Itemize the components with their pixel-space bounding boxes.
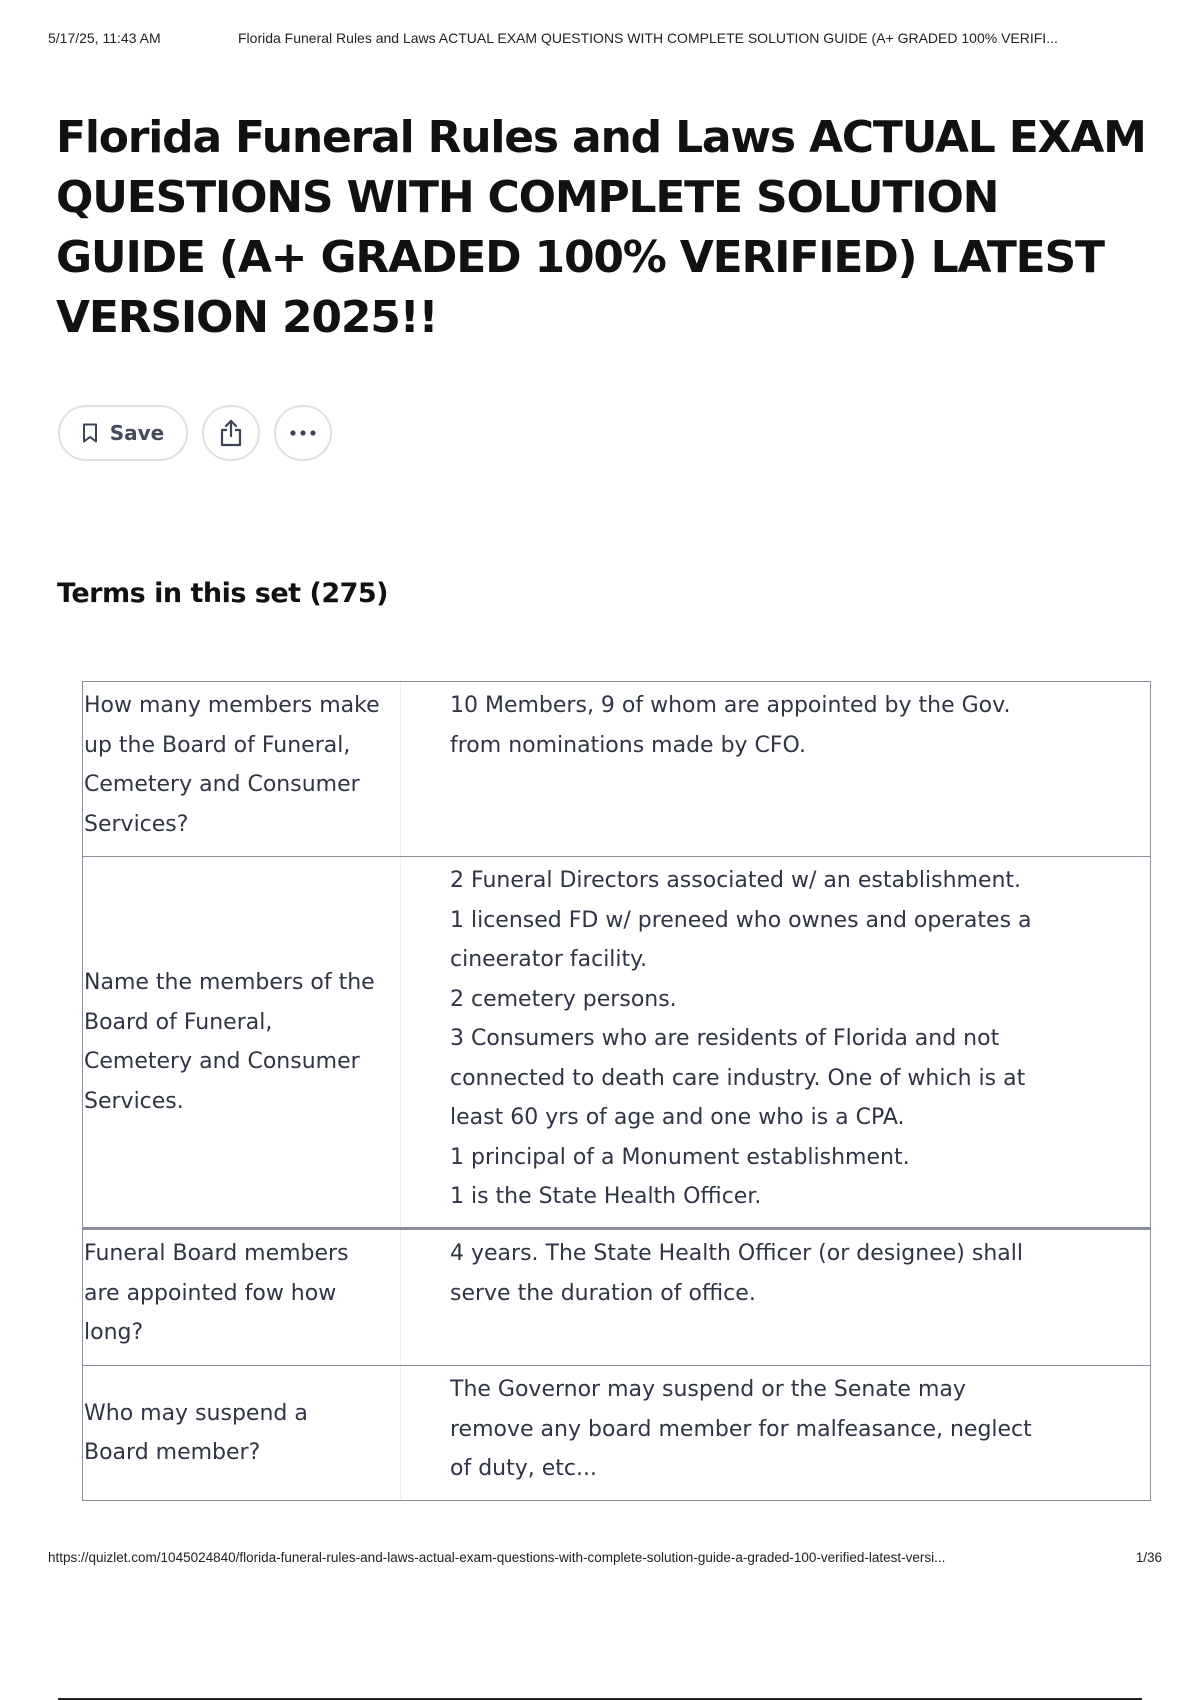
- terms-heading: Terms in this set (275): [57, 578, 389, 609]
- table-row: [83, 857, 1150, 1230]
- share-icon: [218, 419, 244, 447]
- term-cell: [83, 857, 401, 1227]
- table-row: [83, 682, 1150, 857]
- print-doc-title: Florida Funeral Rules and Laws ACTUAL EXAM QUESTIONS WITH COMPLETE SOLUTION GUIDE (A+ GRADED 100% VERIFI...: [238, 30, 1058, 46]
- save-label: Save: [109, 421, 165, 445]
- print-footer: [48, 1550, 1162, 1570]
- bookmark-icon: [82, 423, 98, 443]
- save-button[interactable]: [58, 405, 188, 461]
- page-number: 1/36: [1135, 1550, 1162, 1565]
- more-horizontal-icon: [289, 429, 317, 437]
- term-text: Name the members of the Board of Funeral, Cemetery and Consumer Services.: [84, 970, 375, 1114]
- table-row: [83, 1230, 1150, 1366]
- print-datetime: 5/17/25, 11:43 AM: [48, 30, 161, 46]
- action-bar: [58, 404, 332, 462]
- definition-cell: 2 Funeral Directors associated w/ an establishment. 1 licensed FD w/ preneed who ownes and operates a cineerator facility. 2 cemetery persons. 3 Consumers who are residents of Florida and not connected to death care industry. One of which is at least 60 yrs of age and one who is a CPA. 1 principal of a Monument establishment. 1 is the State Health Officer.: [450, 868, 1032, 1209]
- definition-cell: 10 Members, 9 of whom are appointed by the Gov. from nominations made by CFO.: [450, 693, 1011, 758]
- term-cell: Funeral Board members are appointed fow how long?: [83, 1230, 401, 1365]
- term-cell: How many members make up the Board of Funeral, Cemetery and Consumer Services?: [83, 682, 401, 856]
- term-text: Who may suspend a Board member?: [84, 1400, 308, 1465]
- print-header: [48, 30, 1152, 52]
- definition-cell: The Governor may suspend or the Senate may remove any board member for malfeasance, neglect of duty, etc...: [450, 1377, 1032, 1481]
- print-url: https://quizlet.com/1045024840/florida-funeral-rules-and-laws-actual-exam-questions-with-complete-solution-guide-a-graded-100-verified-latest-versi...: [48, 1550, 946, 1565]
- table-row: [83, 1366, 1150, 1500]
- share-button[interactable]: [202, 405, 260, 461]
- more-options-button[interactable]: [274, 405, 332, 461]
- term-cell: [83, 1366, 401, 1500]
- definition-cell: 4 years. The State Health Officer (or designee) shall serve the duration of office.: [450, 1241, 1023, 1306]
- page-title: Florida Funeral Rules and Laws ACTUAL EXAM QUESTIONS WITH COMPLETE SOLUTION GUIDE (A+ GRADED 100% VERIFIED) LATEST VERSION 2025!!: [56, 112, 1146, 343]
- terms-table: [82, 681, 1151, 1501]
